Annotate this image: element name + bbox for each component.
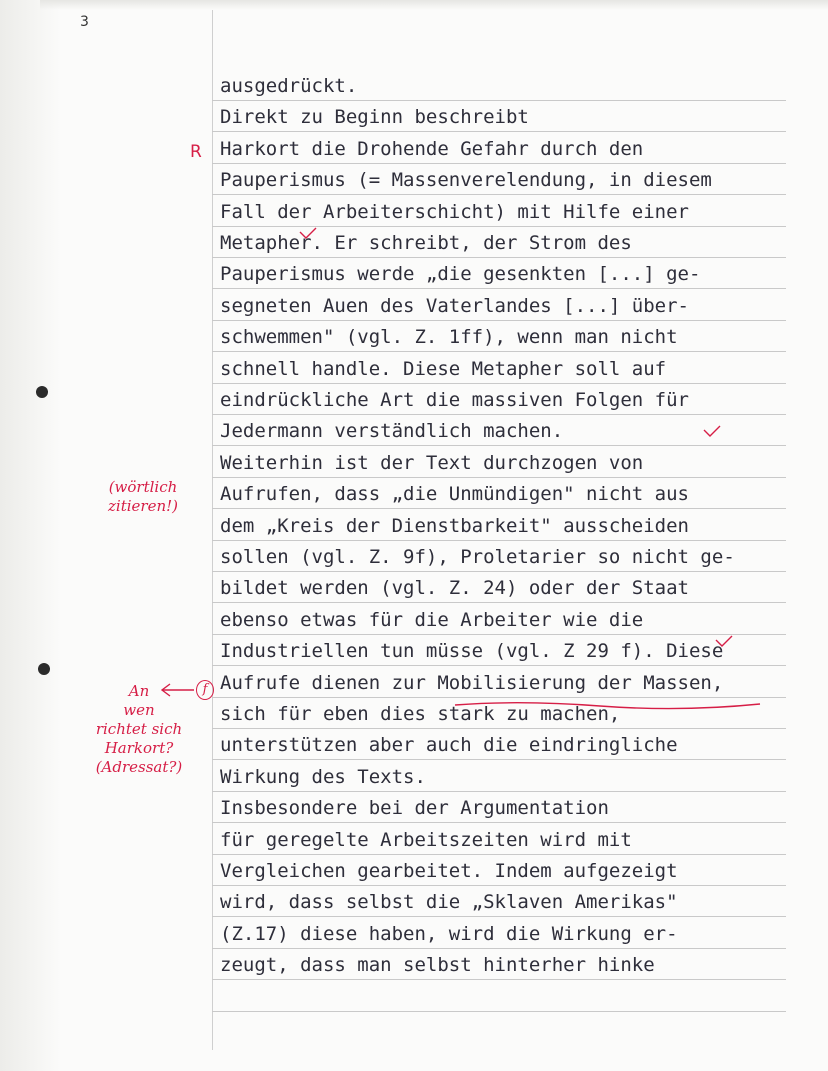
text-line: ausgedrückt. bbox=[220, 75, 358, 97]
text-line: Wirkung des Texts. bbox=[220, 765, 426, 788]
text-line: unterstützen aber auch die eindringliche bbox=[220, 734, 678, 757]
margin-note-line: (Adressat?) bbox=[95, 758, 183, 776]
text-line: Fall der Arbeiterschicht) mit Hilfe einer bbox=[220, 200, 689, 223]
margin-note-line: richtet sich bbox=[95, 720, 183, 738]
text-line: schwemmen" (vgl. Z. 1ff), wenn man nicht bbox=[220, 326, 678, 349]
text-line: wird, dass selbst die „Sklaven Amerikas" bbox=[220, 891, 678, 914]
text-line: Jedermann verständlich machen. bbox=[220, 420, 564, 443]
text-line: segneten Auen des Vaterlandes [...] über- bbox=[220, 294, 689, 317]
text-line: Direkt zu Beginn beschreibt bbox=[220, 106, 529, 129]
ruled-line bbox=[212, 1011, 786, 1012]
text-line: ebenso etwas für die Arbeiter wie die bbox=[220, 608, 644, 631]
circled-letter: f bbox=[196, 680, 214, 700]
text-line: sich für eben dies stark zu machen, bbox=[220, 703, 621, 725]
text-line: sollen (vgl. Z. 9f), Proletarier so nicht ge- bbox=[220, 546, 735, 568]
text-line: zeugt, dass man selbst hinterher hinke bbox=[220, 954, 655, 977]
text-line: Weiterhin ist der Text durchzogen von bbox=[220, 451, 644, 474]
text-line: Harkort die Drohende Gefahr durch den bbox=[220, 137, 644, 160]
page-shadow-left bbox=[0, 0, 60, 1071]
text-line: (Z.17) diese haben, wird die Wirkung er- bbox=[220, 922, 678, 945]
text-line: Industriellen tun müsse (vgl. Z 29 f). Diese bbox=[220, 640, 724, 663]
margin-note-line: An bbox=[128, 682, 150, 700]
margin-note-line: Harkort? bbox=[104, 739, 174, 757]
text-line: für geregelte Arbeitszeiten wird mit bbox=[220, 828, 632, 851]
margin-note-address bbox=[80, 682, 198, 777]
margin-note-line: zitieren!) bbox=[108, 497, 178, 515]
binder-hole bbox=[38, 663, 50, 675]
page-number: 3 bbox=[80, 14, 89, 30]
margin-line bbox=[212, 10, 213, 1050]
page-shadow-top bbox=[40, 0, 828, 10]
margin-note-line: (wörtlich bbox=[108, 478, 178, 496]
text-line: Pauperismus werde „die gesenkten [...] ge- bbox=[220, 263, 701, 286]
text-line: Aufrufen, dass „die Unmündigen" nicht aus bbox=[220, 483, 689, 506]
text-line: Vergleichen gearbeitet. Indem aufgezeigt bbox=[220, 860, 678, 882]
binder-hole bbox=[36, 386, 48, 398]
text-line: Aufrufe dienen zur Mobilisierung der Massen, bbox=[220, 671, 724, 694]
text-line: schnell handle. Diese Metapher soll auf bbox=[220, 357, 667, 380]
text-line: Pauperismus (= Massenverelendung, in diesem bbox=[220, 169, 712, 192]
text-line: eindrückliche Art die massiven Folgen für bbox=[220, 389, 689, 411]
text-line: bildet werden (vgl. Z. 24) oder der Staat bbox=[220, 577, 689, 600]
text-line: dem „Kreis der Dienstbarkeit" ausscheiden bbox=[220, 514, 689, 537]
margin-marker: R bbox=[190, 142, 202, 162]
text-line: Metapher. Er schreibt, der Strom des bbox=[220, 232, 632, 254]
text-line: Insbesondere bei der Argumentation bbox=[220, 797, 609, 820]
margin-note-line: wen bbox=[123, 701, 155, 719]
margin-note-quote bbox=[84, 478, 202, 516]
